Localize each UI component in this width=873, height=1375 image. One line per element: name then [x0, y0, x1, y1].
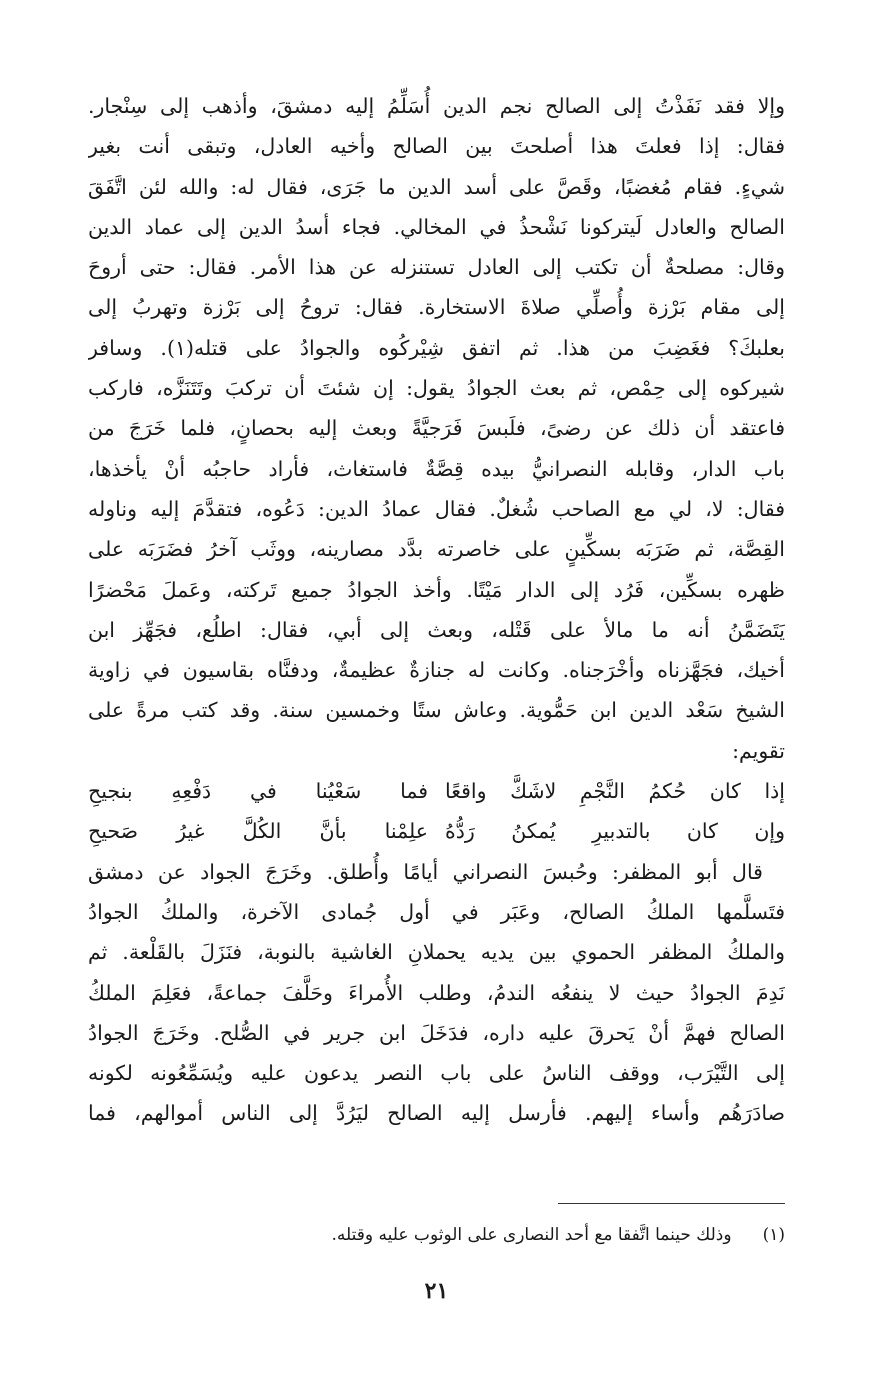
- text-line: بعلبكَ؟ فغَضِبَ من هذا. ثم اتفق شِيْركُوه والجوادُ على قتله(١). وسافر: [88, 335, 785, 360]
- page-number: ٢١: [424, 1278, 449, 1304]
- text-line: فقال: إذا فعلتَ هذا أصلحتَ بين الصالح وأخيه العادل، وتبقى أنت بغير: [88, 134, 785, 159]
- poem-verse: [88, 811, 785, 851]
- verse-second-hemistich: علِمْنا بأنَّ الكُلَّ غيرُ صَحيحِ: [88, 819, 428, 844]
- text-line: أخيك، فجَهَّزناه وأخْرَجناه. وكانت له جنازةٌ عظيمةٌ، ودفنَّاه بقاسيون في زاوية: [88, 658, 785, 683]
- text-line: الشيخ سَعْد الدين ابن حَمُّوية. وعاش ستًا وخمسين سنة. وقد كتب مرةً على: [88, 698, 785, 723]
- verse-first-hemistich: إذا كان حُكمُ النَّجْمِ لاشَكَّ واقعًا: [445, 779, 785, 804]
- text-line: ظهره بسكِّين، فَرُد إلى الدار مَيْتًا. وأخذ الجوادُ جميع تَركته، وعَملَ مَحْضرًا: [88, 577, 785, 602]
- text-line: الصالح والعادل لَيتركونا نَشْحذُ في المخالي. فجاء أسدُ الدين إلى عماد الدين: [88, 214, 785, 239]
- text-line: القِصَّة، ثم ضَرَبَه بسكِّينٍ على خاصرته بدَّد مصارينه، ووثَب آخرُ فضَرَبَه على: [88, 537, 785, 562]
- text-line: فقال: لا، لي مع الصاحب شُغلٌ. فقال عمادُ الدين: دَعُوه، فتقدَّمَ إليه وناوله: [88, 496, 785, 521]
- text-line: فاعتقد أن ذلك عن رضىً، فلَبسَ فَرَجيَّةً وبعث إليه بحصانٍ، فلما خَرَجَ من: [88, 416, 785, 441]
- poem-verse: [88, 771, 785, 811]
- text-line: تقويم:: [732, 738, 785, 763]
- text-line: إلى مقام بَرْزة وأُصلِّي صلاةَ الاستخارة. فقال: تروحُ إلى بَرْزة وتهربُ إلى: [88, 295, 785, 320]
- footnote-text: وذلك حينما اتَّفقا مع أحد النصارى على الوثوب عليه وقتله.: [331, 1225, 732, 1245]
- footnote: [88, 1221, 785, 1249]
- text-line: نَدِمَ الجوادُ حيث لا ينفعُه الندمُ، وطلب الأُمراءَ وحَلَّفَ جماعةً، فعَلِمَ الملكُ: [88, 980, 785, 1005]
- footnote-separator: [558, 1203, 785, 1204]
- verse-second-hemistich: فما سَعْيُنا في دَفْعِهِ بنجيحِ: [88, 779, 428, 804]
- text-line: شيءٍ. فقام مُغضبًا، وقَصَّ على أسد الدين ما جَرَى، فقال له: والله لئن اتَّفَقَ: [88, 174, 785, 199]
- text-line: والملكُ المظفر الحموي بين يديه يحملانِ الغاشية بالنوبة، فنَزَلَ بالقَلْعة. ثم: [88, 940, 785, 965]
- text-line: فتَسلَّمها الملكُ الصالح، وعَبَر في أول جُمادى الآخرة، والملكُ الجوادُ: [88, 899, 785, 924]
- paragraph-start-line: قال أبو المظفر: وحُبسَ النصراني أيامًا وأُطلق. وخَرَجَ الجواد عن دمشق: [88, 859, 763, 884]
- text-line: إلى التَّيْرَب، ووقف الناسُ على باب النصر يدعون عليه ويُسَمِّعُونه لكونه: [88, 1061, 785, 1086]
- text-line: وقال: مصلحةٌ أن تكتب إلى العادل تستنزله عن هذا الأمر. فقال: حتى أروحَ: [88, 255, 785, 280]
- verse-first-hemistich: وإن كان بالتدبيرِ يُمكنُ رَدُّهُ: [445, 819, 785, 844]
- main-text: [88, 86, 785, 1134]
- text-line: باب الدار، وقابله النصرانيُّ بيده قِصَّةٌ فاستغاث، فأراد حاجبُه أنْ يأخذها،: [88, 456, 785, 481]
- text-line: يَتَضَمَّنُ أنه ما مالأ على قَتْله، وبعث إلى أبي، فقال: اطلُع، فجَهِّز ابن: [88, 617, 785, 642]
- text-line: الصالح فهمَّ أنْ يَحرقَ عليه داره، فدَخَلَ ابن جرير في الصُّلح. وخَرَجَ الجوادُ: [88, 1020, 785, 1045]
- footnote-number: (١): [762, 1225, 785, 1245]
- text-line: وإلا فقد نَفَذْتُ إلى الصالح نجم الدين أُسَلِّمُ إليه دمشقَ، وأذهب إلى سِنْجار.: [88, 94, 785, 118]
- text-line: صادَرَهُم وأساء إليهم. فأرسل إليه الصالح ليَرُدَّ إلى الناس أموالهم، فما: [88, 1101, 785, 1126]
- text-line: شيركوه إلى حِمْص، ثم بعث الجوادُ يقول: إن شئتَ أن تركبَ وتَتَنَزَّه، فاركب: [88, 376, 785, 401]
